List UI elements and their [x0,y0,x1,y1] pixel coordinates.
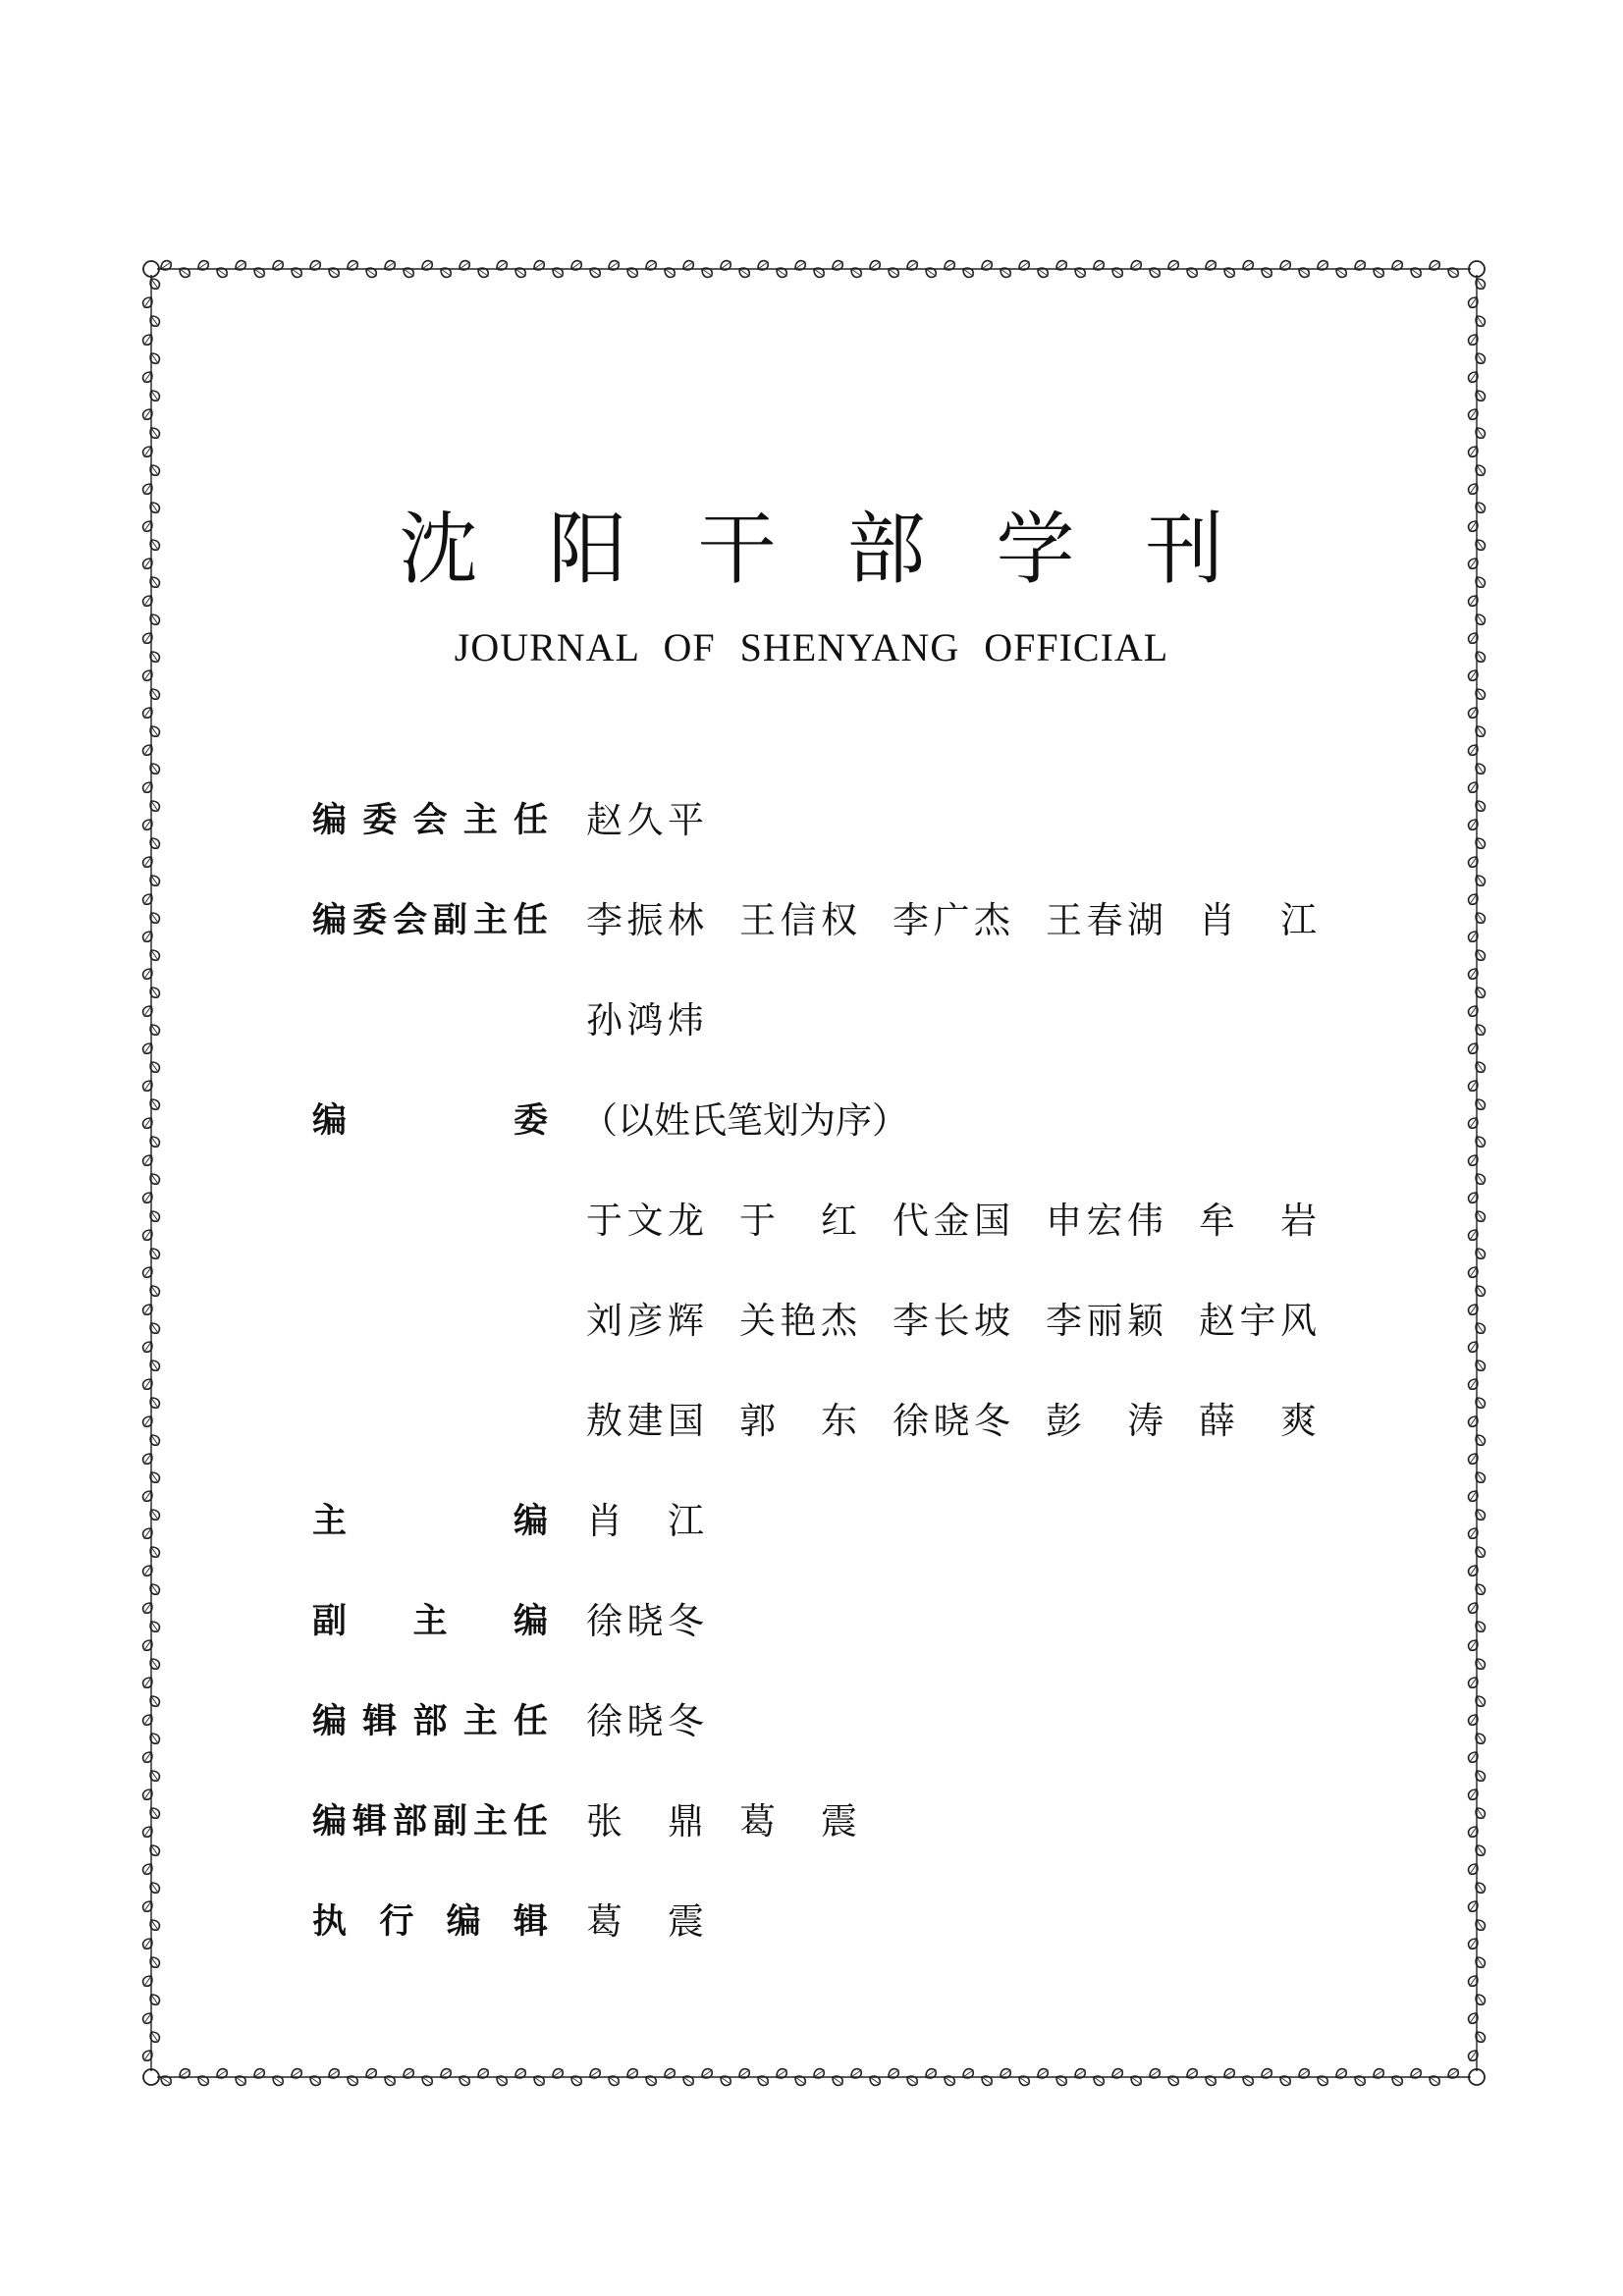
vine-leaf [147,1693,161,1708]
board-row [312,1292,1324,1351]
vine-leaf [147,1208,161,1223]
vine-leaf [147,1731,161,1745]
member-names [586,1692,1332,1751]
vine-leaf [1445,265,1460,279]
vine-leaf [1473,1805,1487,1820]
member-name: 牟 岩 [1199,1200,1317,1242]
member-names [586,791,1332,850]
vine-leaf [1466,891,1480,906]
vine-leaf [140,779,154,794]
vine-leaf [147,1171,161,1186]
vine-leaf [147,462,161,477]
vine-leaf [147,1246,161,1260]
vine-leaf [147,910,161,925]
vine-leaf [1371,265,1385,279]
vine-leaf [147,1992,161,2006]
vine-leaf [140,1787,154,1801]
vine-leaf [1466,1824,1480,1839]
vine-leaf [140,1525,154,1540]
member-name: 葛 震 [739,1800,857,1842]
vine-leaf [1466,1488,1480,1503]
vine-leaf [1427,258,1441,272]
vine-leaf [140,1824,154,1839]
vine-leaf [147,1619,161,1633]
vine-leaf [1466,1525,1480,1540]
vine-leaf [140,1973,154,1988]
vine-leaf [1466,1227,1480,1242]
vine-leaf [1473,1507,1487,1522]
vine-leaf [1466,332,1480,347]
vine-leaf [1466,705,1480,720]
vine-leaf [147,985,161,999]
member-names [586,1592,1332,1651]
vine-leaf [140,444,154,458]
vine-leaf [147,1283,161,1298]
member-names [586,1792,1332,1851]
vine-leaf [195,2073,210,2087]
vine-leaf [147,1469,161,1484]
vine-leaf [1466,779,1480,794]
editorial-board-list [312,0,1324,2296]
member-name: 郭 东 [739,1400,857,1442]
vine-leaf [214,2066,229,2080]
vine-leaf [140,1861,154,1876]
vine-leaf [140,1488,154,1503]
vine-leaf [140,2010,154,2025]
vine-leaf [140,1712,154,1727]
vine-leaf [1466,742,1480,757]
vine-leaf [147,873,161,887]
vine-leaf [1466,1115,1480,1130]
vine-leaf [1473,462,1487,477]
board-row [312,1392,1324,1451]
member-name: 徐 晓 冬 [893,1400,1010,1442]
vine-leaf [147,1954,161,1969]
vine-leaf [158,2073,173,2087]
vine-leaf [140,1078,154,1093]
vine-leaf [1466,817,1480,831]
vine-leaf [1473,1992,1487,2006]
vine-leaf [1466,369,1480,384]
vine-leaf [140,705,154,720]
vine-leaf [140,1936,154,1950]
vine-leaf [140,891,154,906]
vine-leaf [1333,265,1348,279]
vine-leaf [1473,1731,1487,1745]
vine-leaf [140,406,154,421]
member-name: 李 广 杰 [893,899,1010,941]
role-label: 编 辑 部 主 任 [312,1702,548,1741]
vine-leaf [147,1096,161,1111]
vine-leaf [1473,2029,1487,2044]
vine-leaf [147,1880,161,1895]
vine-leaf [140,1003,154,1018]
member-name: 王 春 湖 [1046,899,1163,941]
member-names [586,991,1332,1050]
vine-leaf [1473,1432,1487,1447]
vine-leaf [147,835,161,850]
vine-leaf [1473,1581,1487,1596]
vine-leaf [1389,2073,1404,2087]
vine-leaf [147,350,161,365]
member-name: 李 长 坡 [893,1300,1010,1342]
vine-leaf [233,2073,247,2087]
vine-leaf [1466,1600,1480,1615]
vine-leaf [140,1264,154,1279]
board-row [312,1192,1324,1251]
vine-leaf [233,258,247,272]
vine-leaf [140,1451,154,1466]
vine-leaf [1466,1414,1480,1428]
vine-leaf [140,1302,154,1316]
vine-leaf [1473,1693,1487,1708]
member-name: 彭 涛 [1046,1400,1163,1442]
member-name: 张 鼎 [586,1800,704,1842]
vine-leaf [1466,1675,1480,1689]
vine-leaf [147,1768,161,1783]
vine-leaf [1466,929,1480,943]
vine-leaf [1427,2073,1441,2087]
vine-leaf [1473,1768,1487,1783]
vine-leaf [1473,313,1487,328]
vine-leaf [1466,1339,1480,1354]
vine-leaf [147,723,161,738]
corner-ornament [143,261,159,277]
vine-leaf [147,1544,161,1559]
vine-leaf [140,332,154,347]
member-name: 刘 彦 辉 [586,1300,704,1342]
vine-leaf [1473,1096,1487,1111]
vine-leaf [140,1227,154,1242]
vine-leaf [1473,388,1487,402]
member-name: 于 红 [739,1200,857,1242]
vine-leaf [147,686,161,701]
vine-leaf [1466,1264,1480,1279]
vine-leaf [1473,1842,1487,1857]
vine-leaf [140,294,154,309]
vine-leaf [147,276,161,291]
vine-leaf [1389,258,1404,272]
role-label: 编 委 [312,1101,548,1141]
vine-leaf [1473,798,1487,813]
vine-leaf [1408,265,1423,279]
vine-leaf [1352,258,1367,272]
vine-leaf [1473,1134,1487,1148]
vine-leaf [1466,1973,1480,1988]
vine-leaf [147,1358,161,1372]
vine-leaf [1445,2066,1460,2080]
vine-leaf [140,817,154,831]
member-name: 赵 宇 风 [1199,1300,1317,1342]
vine-leaf [140,1675,154,1689]
member-name: 关 艳 杰 [739,1300,857,1342]
member-names [586,1192,1332,1251]
vine-leaf [1466,1637,1480,1652]
vine-leaf [158,258,173,272]
vine-leaf [147,761,161,775]
vine-leaf [1466,444,1480,458]
vine-leaf [1473,350,1487,365]
vine-leaf [214,265,229,279]
vine-leaf [270,258,285,272]
vine-leaf [147,313,161,328]
vine-leaf [251,2066,266,2080]
vine-leaf [1466,1787,1480,1801]
member-name: 孙 鸿 炜 [586,999,704,1041]
vine-leaf [289,265,303,279]
vine-leaf [147,1581,161,1596]
member-names [581,1092,1332,1150]
journal-subtitle: JOURNAL OF SHENYANG OFFICIAL [454,625,1169,669]
member-names [586,1893,1332,1951]
vine-leaf [1466,1152,1480,1167]
vine-leaf [140,966,154,981]
vine-leaf [140,2048,154,2062]
vine-leaf [1466,1003,1480,1018]
vine-leaf [1466,1376,1480,1391]
vine-leaf [1473,1619,1487,1633]
vine-leaf [140,854,154,869]
board-row [312,1792,1324,1851]
vine-leaf [140,742,154,757]
role-label: 副 主 编 [312,1602,548,1641]
member-name: 徐 晓 冬 [586,1600,704,1642]
vine-leaf [147,2029,161,2044]
vine-leaf [1473,1059,1487,1074]
vine-leaf [1466,1451,1480,1466]
vine-leaf [177,265,191,279]
vine-leaf [140,1115,154,1130]
vine-leaf [147,1134,161,1148]
vine-leaf [147,1842,161,1857]
vine-leaf [147,1432,161,1447]
vine-leaf [140,1898,154,1913]
member-name: 李 丽 颖 [1046,1300,1163,1342]
vine-leaf [1473,1469,1487,1484]
vine-leaf [140,1414,154,1428]
role-label: 主 编 [312,1502,548,1541]
vine-leaf [140,1041,154,1055]
board-row [312,791,1324,850]
member-names [586,1292,1332,1351]
vine-leaf [1371,2066,1385,2080]
vine-leaf [1473,1395,1487,1410]
board-row [312,1692,1324,1751]
vine-leaf [1473,873,1487,887]
vine-leaf [1466,1563,1480,1577]
vine-leaf [1466,966,1480,981]
board-row [312,991,1324,1050]
vine-leaf [1466,2048,1480,2062]
vine-leaf [1473,1917,1487,1932]
vine-leaf [147,1022,161,1037]
vine-leaf [140,1563,154,1577]
corner-ornament [1469,2069,1485,2085]
member-name: 徐 晓 冬 [586,1700,704,1742]
member-name: 申 宏 伟 [1046,1200,1163,1242]
vine-leaf [1473,1246,1487,1260]
vine-leaf [1466,2010,1480,2025]
vine-leaf [1466,406,1480,421]
vine-leaf [147,1917,161,1932]
vine-leaf [1473,1283,1487,1298]
vine-leaf [147,798,161,813]
journal-title: 沈阳干部学刊 [399,504,1295,595]
member-names [586,891,1332,950]
member-name: 王 信 权 [739,899,857,941]
vine-leaf [1333,2066,1348,2080]
member-names [586,1492,1332,1551]
vine-leaf [140,1376,154,1391]
vine-leaf [1473,276,1487,291]
vine-leaf [1466,1078,1480,1093]
board-row [312,1092,1324,1150]
member-name: 赵 久 平 [586,799,704,841]
member-name: 于 文 龙 [586,1200,704,1242]
vine-leaf [1466,1936,1480,1950]
vine-leaf [1473,1208,1487,1223]
vine-leaf [1408,2066,1423,2080]
corner-ornament [1469,261,1485,277]
vine-leaf [147,1805,161,1820]
vine-leaf [147,425,161,440]
vine-leaf [1466,294,1480,309]
vine-leaf [147,388,161,402]
vine-leaf [1466,1861,1480,1876]
member-name: 李 振 林 [586,899,704,941]
member-name: 肖 江 [1199,899,1317,941]
vine-leaf [1473,1954,1487,1969]
vine-leaf [140,1339,154,1354]
vine-leaf [140,1600,154,1615]
member-name: 葛 震 [586,1900,704,1943]
board-row [312,1893,1324,1951]
vine-leaf [270,2073,285,2087]
vine-leaf [1473,947,1487,962]
vine-leaf [147,1656,161,1671]
vine-leaf [140,1749,154,1764]
vine-leaf [1466,1041,1480,1055]
vine-leaf [1473,1171,1487,1186]
vine-leaf [1473,761,1487,775]
vine-leaf [1473,835,1487,850]
role-label: 编 委 会 副 主 任 [312,901,548,940]
vine-leaf [1466,1712,1480,1727]
vine-leaf [1473,1880,1487,1895]
role-label: 执 行 编 辑 [312,1902,548,1942]
role-label: 编 辑 部 副 主 任 [312,1802,548,1842]
vine-leaf [1473,1022,1487,1037]
vine-leaf [1473,1320,1487,1335]
role-label: 编 委 会 主 任 [312,801,548,840]
corner-ornament [143,2069,159,2085]
board-row [312,1492,1324,1551]
vine-leaf [1473,425,1487,440]
vine-leaf [1466,1898,1480,1913]
board-row [312,891,1324,950]
vine-leaf [147,1507,161,1522]
vine-leaf [147,947,161,962]
board-row [312,1592,1324,1651]
vine-leaf [1473,1358,1487,1372]
vine-leaf [1473,910,1487,925]
vine-leaf [289,2066,303,2080]
vine-leaf [1466,1302,1480,1316]
member-name: 敖 建 国 [586,1400,704,1442]
member-name: 薛 爽 [1199,1400,1317,1442]
vine-leaf [140,369,154,384]
vine-leaf [251,265,266,279]
vine-leaf [1473,723,1487,738]
vine-leaf [177,2066,191,2080]
ordering-note: （以姓氏笔划为序） [581,1099,908,1142]
vine-leaf [140,1152,154,1167]
vine-leaf [147,1320,161,1335]
vine-leaf [1352,2073,1367,2087]
vine-leaf [1473,985,1487,999]
member-names [586,1392,1332,1451]
vine-leaf [1466,1749,1480,1764]
vine-leaf [147,1059,161,1074]
member-name: 代 金 国 [893,1200,1010,1242]
vine-leaf [1466,1190,1480,1204]
vine-leaf [195,258,210,272]
vine-leaf [1466,854,1480,869]
vine-leaf [140,929,154,943]
member-name: 肖 江 [586,1500,704,1542]
vine-leaf [140,1190,154,1204]
vine-leaf [1473,1544,1487,1559]
vine-leaf [1473,1656,1487,1671]
vine-leaf [140,1637,154,1652]
vine-leaf [1473,686,1487,701]
vine-leaf [147,1395,161,1410]
